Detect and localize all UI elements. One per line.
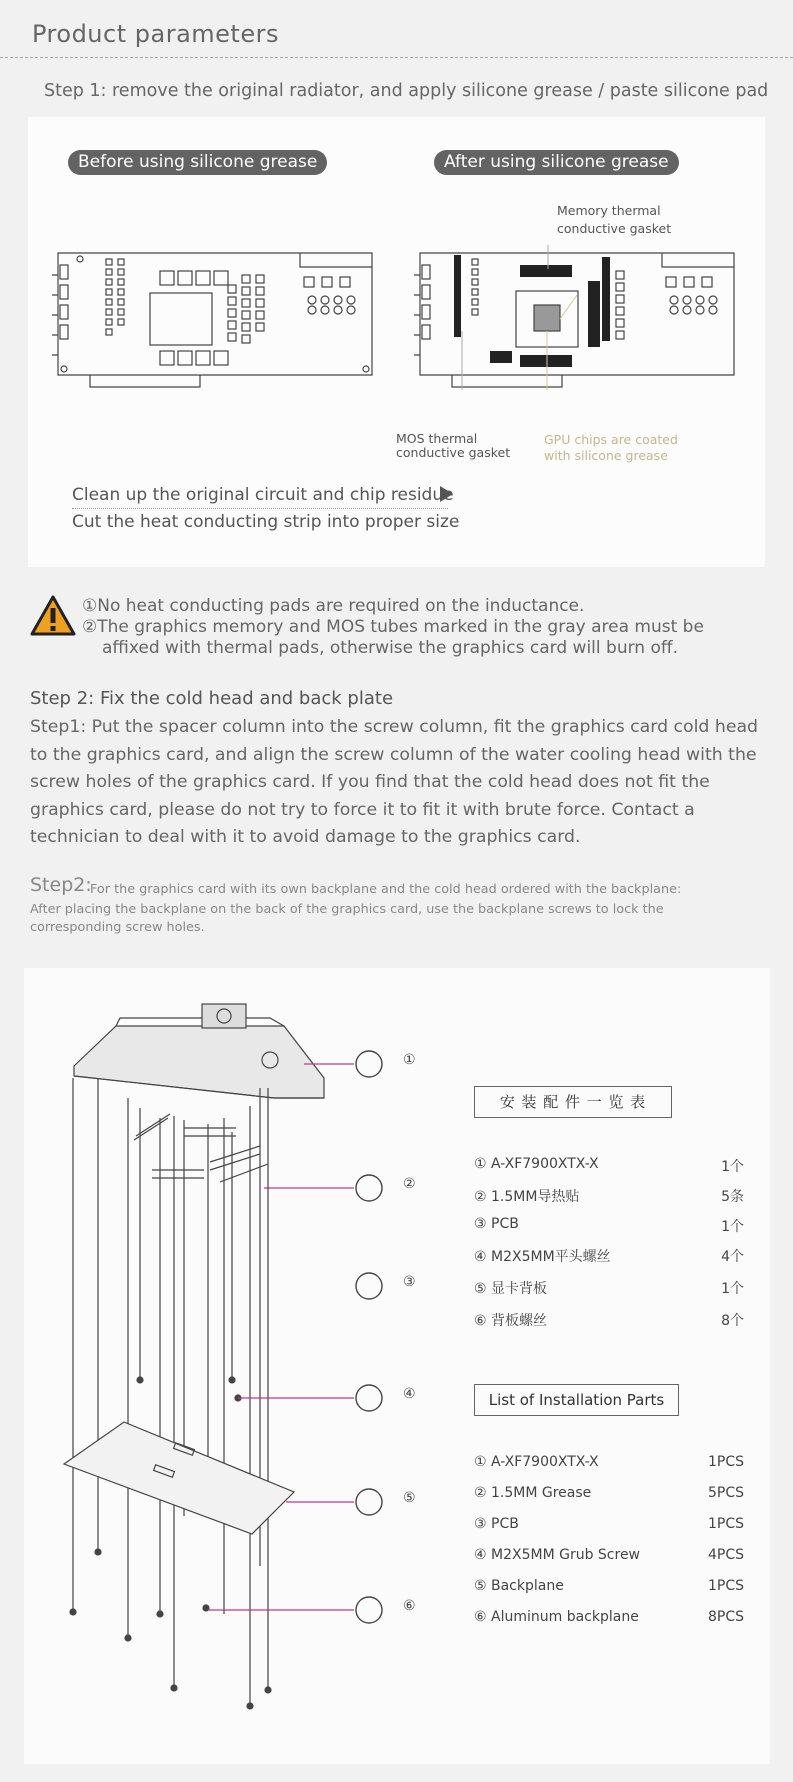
parts-en-row [474, 1485, 744, 1505]
exploded-assembly-diagram [24, 968, 444, 1764]
step2-substep-lead: Step2: [30, 874, 92, 896]
text-divider [72, 508, 448, 509]
memory-callout-line2: conductive gasket [557, 221, 672, 236]
parts-cn-row [474, 1278, 744, 1298]
callout-1: ① [403, 1052, 416, 1068]
part-qty: 8PCS [707, 1609, 744, 1625]
part-name: ① A-XF7900XTX-X [474, 1454, 599, 1470]
parts-en-row [474, 1609, 744, 1629]
parts-cn-row [474, 1186, 744, 1206]
warning-line-2: ②The graphics memory and MOS tubes marked in the gray area must be [82, 617, 704, 637]
page-title: Product parameters [32, 20, 279, 48]
parts-en-title: List of Installation Parts [474, 1384, 679, 1416]
pcb-after-illustration [412, 245, 742, 390]
part-qty: 1个 [721, 1219, 744, 1235]
part-name: ⑥ 背板螺丝 [474, 1313, 548, 1329]
header-divider [0, 57, 793, 58]
mos-callout-line2: conductive gasket [396, 445, 511, 460]
step2-body-text: Step1: Put the spacer column into the screw column, fit the graphics card cold head to the graphics card, and align the screw column of the water cooling head with the screw holes of the graphics card. If you find that the cold head does not fit the graphics card, please do not try to force it to fit it with brute force. Contact a technician to deal with it to avoid damage to the graphics card. [30, 717, 759, 848]
after-label: After using silicone grease [434, 150, 679, 175]
part-qty: 4PCS [707, 1547, 744, 1563]
parts-cn-row [474, 1246, 744, 1266]
part-qty: 1个 [721, 1281, 744, 1297]
parts-en-row [474, 1578, 744, 1598]
part-name: ① A-XF7900XTX-X [474, 1156, 599, 1172]
part-name: ③ PCB [474, 1516, 519, 1532]
part-qty: 1个 [721, 1159, 744, 1175]
parts-en-row [474, 1454, 744, 1474]
part-qty: 8个 [721, 1313, 744, 1329]
parts-cn-title: 安 装 配 件 一 览 表 [474, 1086, 672, 1118]
warning-line-1: ①No heat conducting pads are required on the inductance. [82, 596, 585, 616]
part-name: ⑤ Backplane [474, 1578, 564, 1594]
pcb-before-illustration [50, 245, 380, 390]
memory-callout-line1: Memory thermal [557, 203, 661, 218]
cut-strip-text: Cut the heat conducting strip into proper size [72, 512, 460, 532]
gpu-callout-line2: with silicone grease [544, 448, 668, 463]
gpu-callout-line1: GPU chips are coated [544, 432, 678, 447]
parts-cn-row [474, 1156, 744, 1176]
part-name: ④ M2X5MM平头螺丝 [474, 1249, 611, 1265]
callout-3: ③ [403, 1274, 416, 1290]
warning-icon [29, 594, 77, 638]
part-qty: 1PCS [707, 1578, 744, 1594]
parts-en-row [474, 1516, 744, 1536]
part-name: ③ PCB [474, 1216, 519, 1232]
play-arrow-icon [440, 486, 453, 502]
part-name: ⑤ 显卡背板 [474, 1281, 548, 1297]
step2-substep-line3: corresponding screw holes. [30, 920, 205, 935]
parts-cn-row [474, 1216, 744, 1236]
part-qty: 5条 [721, 1189, 744, 1205]
part-name: ⑥ Aluminum backplane [474, 1609, 639, 1625]
callout-6: ⑥ [403, 1598, 416, 1614]
part-name: ④ M2X5MM Grub Screw [474, 1547, 641, 1563]
step2-substep-line1: For the graphics card with its own backplane and the cold head ordered with the backplane: [90, 882, 682, 897]
part-qty: 4个 [721, 1249, 744, 1265]
part-qty: 5PCS [707, 1485, 744, 1501]
mos-callout-line1: MOS thermal [396, 431, 478, 446]
warning-line-3: affixed with thermal pads, otherwise the graphics card will burn off. [102, 638, 678, 658]
callout-5: ⑤ [403, 1490, 416, 1506]
before-label: Before using silicone grease [68, 150, 327, 175]
step1-title: Step 1: remove the original radiator, and apply silicone grease / paste silicone pad [44, 81, 769, 101]
part-name: ② 1.5MM Grease [474, 1485, 592, 1501]
callout-4: ④ [403, 1386, 416, 1402]
part-qty: 1PCS [707, 1516, 744, 1532]
clean-up-text: Clean up the original circuit and chip residue [72, 485, 454, 505]
callout-2: ② [403, 1176, 416, 1192]
parts-en-row [474, 1547, 744, 1567]
part-name: ② 1.5MM导热贴 [474, 1189, 580, 1205]
part-qty: 1PCS [707, 1454, 744, 1470]
parts-cn-row [474, 1310, 744, 1330]
step2-title: Step 2: Fix the cold head and back plate [30, 688, 394, 709]
step2-substep-line2: After placing the backplane on the back of the graphics card, use the backplane screws to lock the [30, 902, 664, 917]
